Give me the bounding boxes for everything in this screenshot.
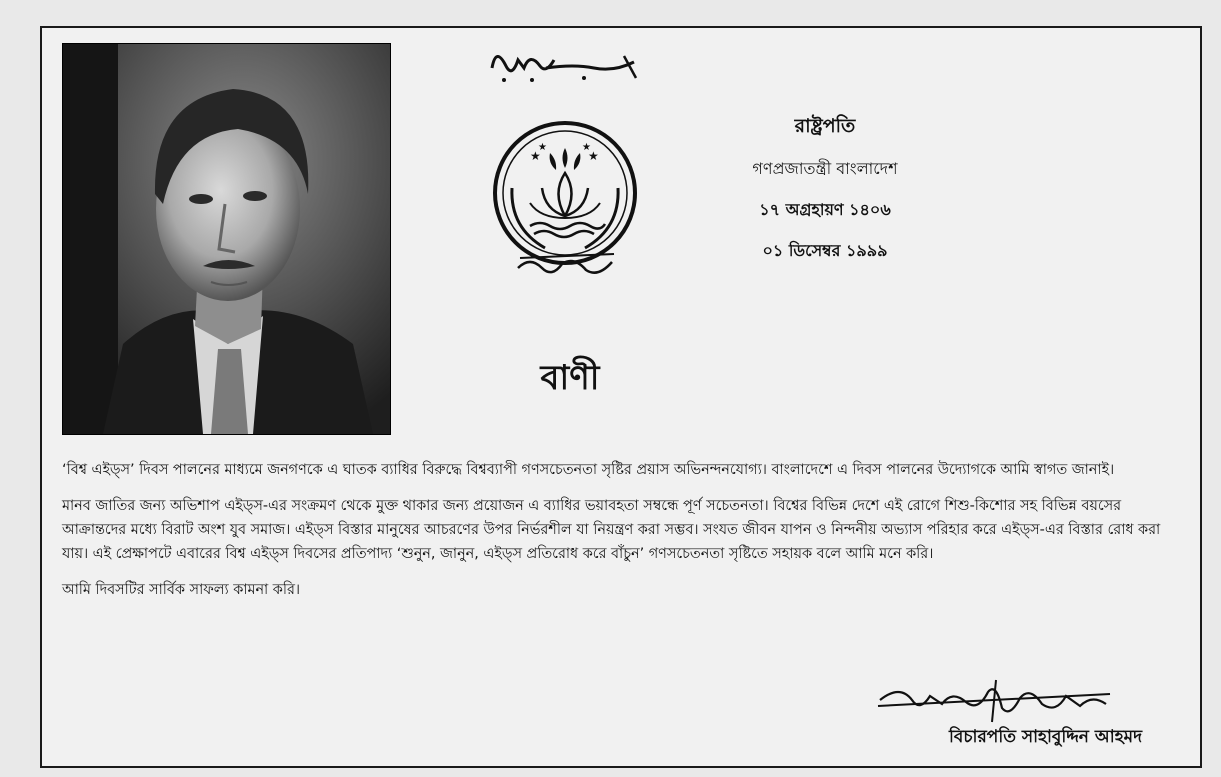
- bismillah-calligraphy: [484, 38, 654, 88]
- issuer-title: রাষ্ট্রপতি: [794, 115, 856, 137]
- handwritten-signature: [870, 678, 1130, 726]
- message-paragraph: আমি দিবসটির সার্বিক সাফল্য কামনা করি।: [62, 582, 301, 598]
- message-paragraph: ‘বিশ্ব এইড্‌স’ দিবস পালনের মাধ্যমে জনগণকে এ ঘাতক ব্যাধির বিরুদ্ধে বিশ্বব্যাপী গণসচেতনতা সৃষ্টির প্রয়াস অভিনন্দনযোগ্য। বাংলাদেশে এ দিবস পালনের উদ্যোগকে আমি স্বাগত জানাই।: [62, 462, 1115, 478]
- issuer-block: [640, 112, 1010, 279]
- bangla-date: ১৭ অগ্রহায়ণ ১৪০৬: [759, 200, 891, 219]
- portrait-photo: [62, 43, 391, 435]
- svg-text:★: ★: [588, 149, 599, 163]
- svg-text:★: ★: [538, 142, 547, 153]
- signer-name: বিচারপতি সাহাবুদ্দিন আহমদ: [949, 727, 1142, 747]
- message-paragraph: মানব জাতির জন্য অভিশাপ এইড্‌স-এর সংক্রমণ থেকে মুক্ত থাকার জন্য প্রয়োজন এ ব্যাধির ভয়াবহতা সম্বন্ধে পূর্ণ সচেতনতা। বিশ্বের বিভিন্ন দেশে এই রোগে শিশু-কিশোর সহ বিভিন্ন বয়সের আক্রান্তদের মধ্যে বিরাট অংশ যুব সমাজ। এইড্‌স বিস্তার মানুষের আচরণের উপর নির্ভরশীল যা নিয়ন্ত্রণ করা সম্ভব। সংযত জীবন যাপন ও নিন্দনীয় অভ্যাস পরিহার করে এইড্‌স-এর বিস্তার রোধ করা যায়। এই প্রেক্ষাপটে এবারের বিশ্ব এইড্‌স দিবসের প্রতিপাদ্য ‘শুনুন, জানুন, এইড্‌স প্রতিরোধ করে বাঁচুন’ গণসচেতনতা সৃষ্টিতে সহায়ক বলে আমি মনে করি।: [62, 498, 1161, 562]
- presidential-emblem: [490, 118, 640, 286]
- english-date: ০১ ডিসেম্বর ১৯৯৯: [762, 241, 888, 260]
- svg-text:★: ★: [582, 142, 591, 153]
- message-heading: বাণী: [540, 358, 600, 398]
- message-body: [62, 458, 1182, 614]
- country-name: গণপ্রজাতন্ত্রী বাংলাদেশ: [752, 159, 898, 178]
- svg-text:★: ★: [530, 149, 541, 163]
